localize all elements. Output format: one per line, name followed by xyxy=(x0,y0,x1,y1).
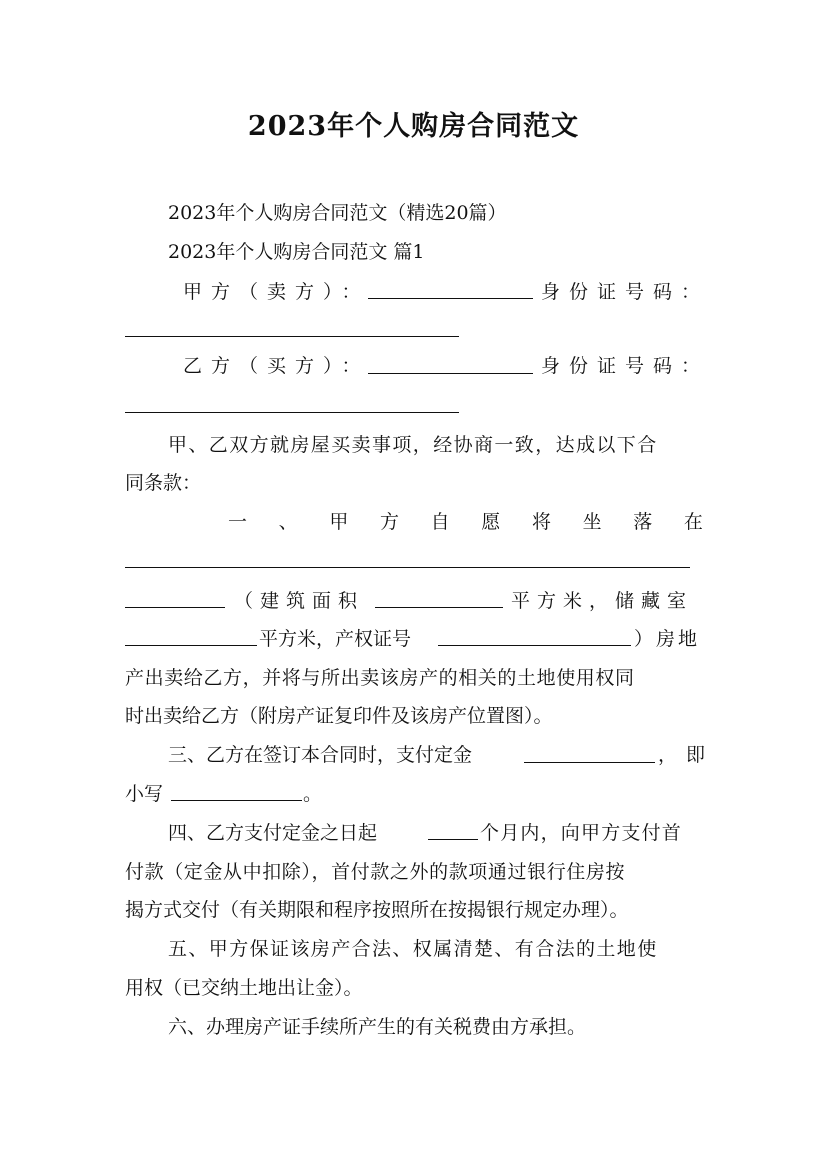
deposit-blank xyxy=(524,762,655,763)
clause-4-line-2: 付款（定金从中扣除），首付款之外的款项通过银行住房按 xyxy=(125,861,626,883)
location-blank xyxy=(125,567,690,568)
clause-1-lead xyxy=(228,509,703,535)
party-b-id-label: 身份证号码： xyxy=(541,355,710,377)
clause-1-char: 落 xyxy=(633,511,653,533)
clause-1-char: 、 xyxy=(278,511,298,533)
clause-1-line-4: 产出卖给乙方，并将与所出卖该房产的相关的土地使用权同 xyxy=(125,667,635,689)
intro-line-2: 同条款： xyxy=(125,472,202,494)
storage-area-blank xyxy=(125,645,257,646)
clause-3-text: 三、乙方在签订本合同时，支付定金 xyxy=(168,744,473,766)
deposit-lowercase-blank xyxy=(171,800,302,801)
clause-1-close: ）房地 xyxy=(634,628,701,650)
clause-3-tail: ，即 xyxy=(658,744,715,766)
clause-1-char: 在 xyxy=(683,511,703,533)
clause-1-char: 愿 xyxy=(481,511,501,533)
party-a-id-label: 身份证号码： xyxy=(541,281,710,303)
intro-line-1: 甲、乙双方就房屋买卖事项，经协商一致，达成以下合 xyxy=(168,434,658,456)
clause-5-line-2: 用权（已交纳土地出让金）。 xyxy=(125,977,363,999)
document-subtitle: 2023年个人购房合同范文（精选20篇） xyxy=(168,202,507,224)
building-area-label: （建筑面积 xyxy=(234,590,365,612)
clause-1-char: 甲 xyxy=(329,511,349,533)
party-a-label: 甲方（卖方）： xyxy=(183,281,370,303)
clause-3-lowercase-label: 小写 xyxy=(125,783,164,805)
clause-1-line-5: 时出卖给乙方（附房产证复印件及该房产位置图）。 xyxy=(125,705,553,727)
storage-label: 平方米，储藏室 xyxy=(511,590,694,612)
building-area-blank xyxy=(375,607,503,608)
party-b-label: 乙方（买方）： xyxy=(183,355,370,377)
clause-3-end: 。 xyxy=(303,783,323,805)
party-b-id-blank xyxy=(125,412,459,413)
party-a-name-blank xyxy=(368,298,533,299)
clause-1-char: 将 xyxy=(531,511,551,533)
clause-1-char: 一 xyxy=(228,511,248,533)
clause-4-text-cont: 个月内，向甲方支付首 xyxy=(480,822,683,844)
location-blank-cont xyxy=(125,607,225,608)
clause-4-line-3: 揭方式交付（有关期限和程序按照所在按揭银行规定办理）。 xyxy=(125,899,629,921)
property-cert-blank xyxy=(438,645,631,646)
party-b-name-blank xyxy=(368,373,533,374)
clause-5-line-1: 五、甲方保证该房产合法、权属清楚、有合法的土地使 xyxy=(168,938,658,960)
section-heading: 2023年个人购房合同范文 篇1 xyxy=(168,241,425,263)
party-a-id-blank xyxy=(125,336,459,337)
clause-1-char: 自 xyxy=(430,511,450,533)
clause-1-char: 坐 xyxy=(582,511,602,533)
months-blank xyxy=(428,839,478,840)
document-title: 2023年个人购房合同范文 xyxy=(247,111,580,142)
clause-1-char: 方 xyxy=(379,511,399,533)
clause-6-text: 六、办理房产证手续所产生的有关税费由方承担。 xyxy=(168,1016,587,1038)
clause-4-text: 四、乙方支付定金之日起 xyxy=(168,822,378,844)
cert-label: 平方米，产权证号 xyxy=(259,628,412,650)
